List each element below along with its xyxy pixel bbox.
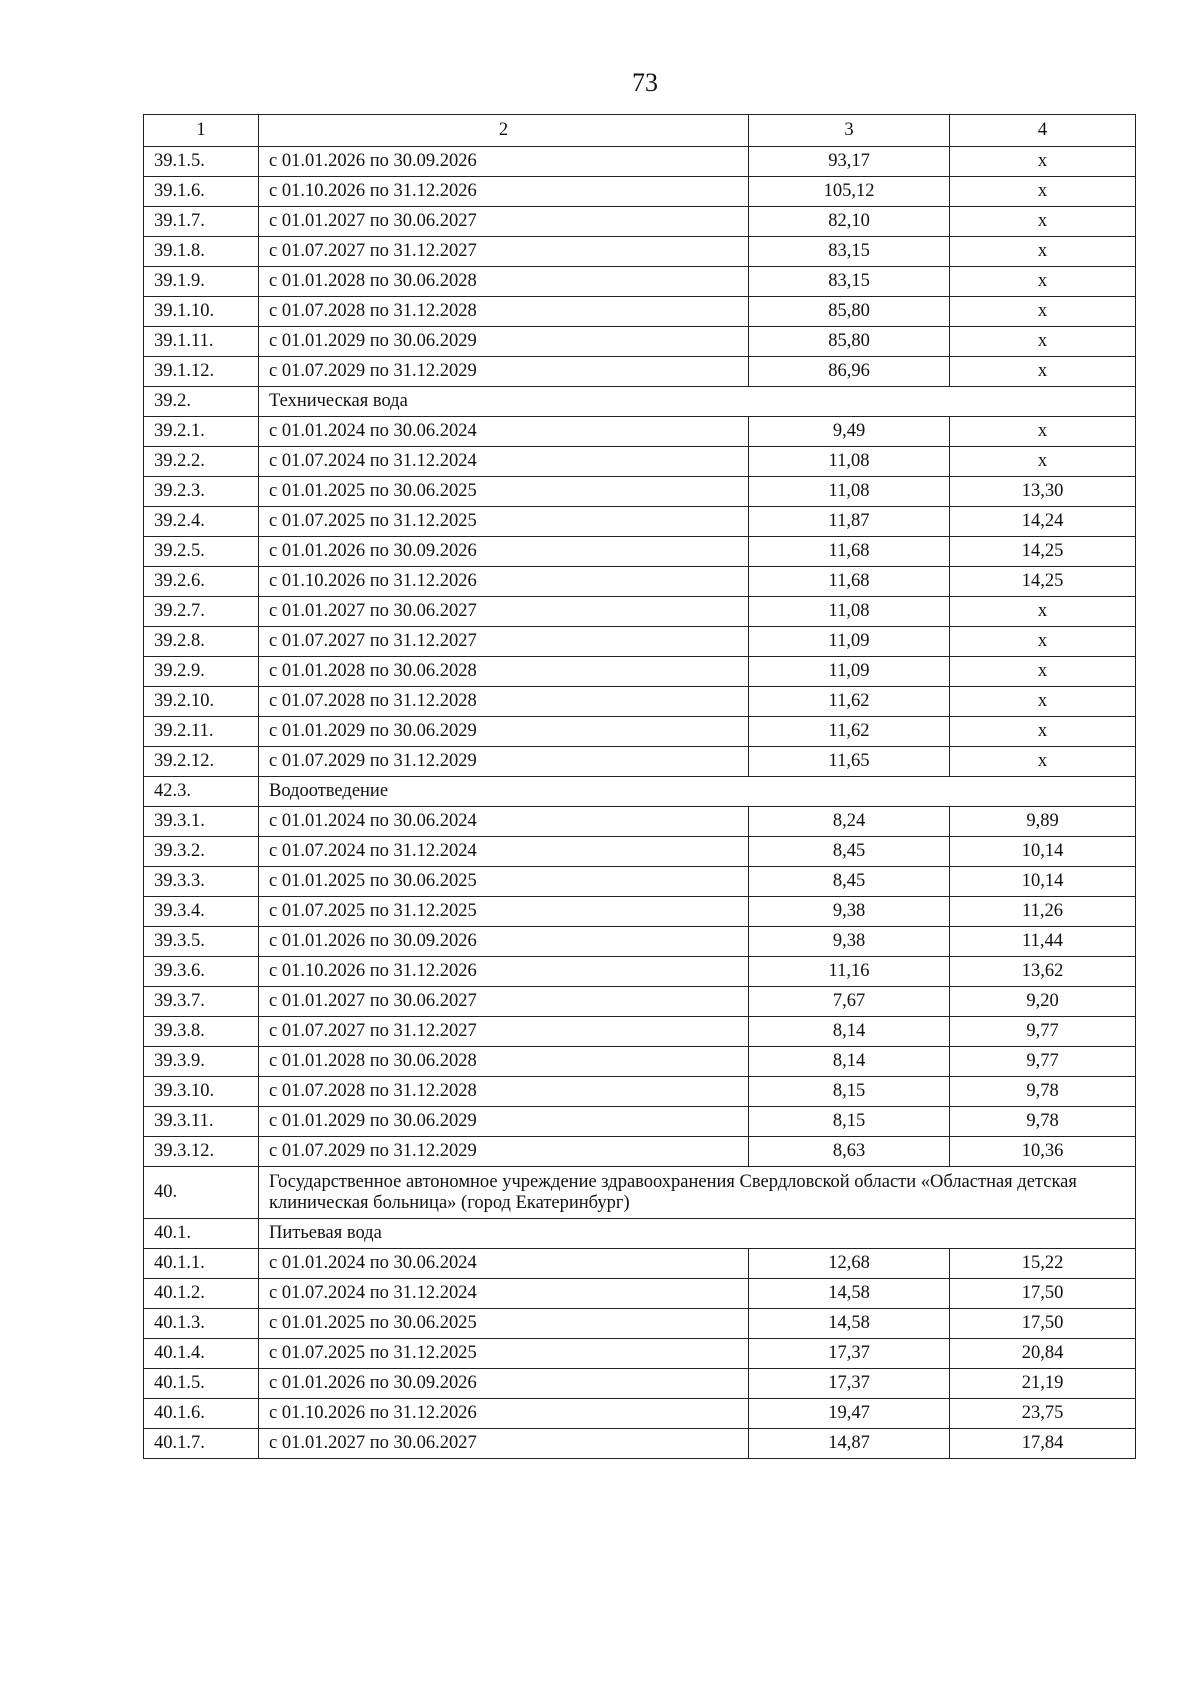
row-number: 40.1. xyxy=(144,1219,259,1249)
value-col4: х xyxy=(950,207,1136,237)
value-col3: 11,08 xyxy=(749,447,950,477)
table-row xyxy=(144,267,1136,297)
table-row xyxy=(144,177,1136,207)
value-col3: 11,08 xyxy=(749,477,950,507)
table-row xyxy=(144,237,1136,267)
value-col4: х xyxy=(950,417,1136,447)
row-number: 39.2.9. xyxy=(144,657,259,687)
value-col3: 11,08 xyxy=(749,597,950,627)
period-cell: с 01.01.2029 по 30.06.2029 xyxy=(259,327,749,357)
value-col3: 8,15 xyxy=(749,1107,950,1137)
value-col3: 83,15 xyxy=(749,237,950,267)
value-col4: х xyxy=(950,597,1136,627)
period-cell: с 01.01.2026 по 30.09.2026 xyxy=(259,1369,749,1399)
period-cell: с 01.01.2024 по 30.06.2024 xyxy=(259,417,749,447)
period-cell: с 01.07.2028 по 31.12.2028 xyxy=(259,1077,749,1107)
table-row xyxy=(144,927,1136,957)
table-row xyxy=(144,1137,1136,1167)
section-row xyxy=(144,387,1136,417)
table-row xyxy=(144,987,1136,1017)
row-number: 39.2.12. xyxy=(144,747,259,777)
value-col4: 10,14 xyxy=(950,837,1136,867)
value-col3: 8,15 xyxy=(749,1077,950,1107)
value-col4: х xyxy=(950,687,1136,717)
value-col4: 14,25 xyxy=(950,567,1136,597)
section-title: Техническая вода xyxy=(259,387,1136,417)
period-cell: с 01.07.2025 по 31.12.2025 xyxy=(259,1339,749,1369)
table-row xyxy=(144,1077,1136,1107)
row-number: 39.2.7. xyxy=(144,597,259,627)
period-cell: с 01.07.2024 по 31.12.2024 xyxy=(259,837,749,867)
value-col3: 14,87 xyxy=(749,1429,950,1459)
value-col4: 21,19 xyxy=(950,1369,1136,1399)
table-row xyxy=(144,1279,1136,1309)
table-row xyxy=(144,1017,1136,1047)
row-number: 39.1.5. xyxy=(144,147,259,177)
column-header-4: 4 xyxy=(950,115,1136,147)
value-col4: 10,14 xyxy=(950,867,1136,897)
table-row xyxy=(144,837,1136,867)
value-col3: 8,45 xyxy=(749,867,950,897)
period-cell: с 01.07.2025 по 31.12.2025 xyxy=(259,897,749,927)
value-col3: 85,80 xyxy=(749,327,950,357)
period-cell: с 01.01.2024 по 30.06.2024 xyxy=(259,807,749,837)
table-row xyxy=(144,657,1136,687)
value-col4: х xyxy=(950,747,1136,777)
row-number: 40.1.4. xyxy=(144,1339,259,1369)
value-col4: 14,24 xyxy=(950,507,1136,537)
value-col4: х xyxy=(950,447,1136,477)
value-col4: 9,77 xyxy=(950,1017,1136,1047)
period-cell: с 01.10.2026 по 31.12.2026 xyxy=(259,1399,749,1429)
value-col3: 8,14 xyxy=(749,1047,950,1077)
row-number: 40.1.3. xyxy=(144,1309,259,1339)
value-col3: 11,65 xyxy=(749,747,950,777)
value-col4: 14,25 xyxy=(950,537,1136,567)
row-number: 39.2. xyxy=(144,387,259,417)
value-col4: 11,44 xyxy=(950,927,1136,957)
table-row xyxy=(144,897,1136,927)
table-header-row xyxy=(144,115,1136,147)
row-number: 39.3.1. xyxy=(144,807,259,837)
period-cell: с 01.01.2024 по 30.06.2024 xyxy=(259,1249,749,1279)
row-number: 40.1.2. xyxy=(144,1279,259,1309)
value-col3: 12,68 xyxy=(749,1249,950,1279)
period-cell: с 01.01.2025 по 30.06.2025 xyxy=(259,867,749,897)
value-col3: 11,16 xyxy=(749,957,950,987)
value-col4: х xyxy=(950,327,1136,357)
table-row xyxy=(144,1399,1136,1429)
period-cell: с 01.07.2029 по 31.12.2029 xyxy=(259,747,749,777)
table-row xyxy=(144,357,1136,387)
value-col4: 9,77 xyxy=(950,1047,1136,1077)
period-cell: с 01.01.2028 по 30.06.2028 xyxy=(259,267,749,297)
row-number: 39.2.10. xyxy=(144,687,259,717)
value-col3: 11,62 xyxy=(749,687,950,717)
row-number: 39.3.7. xyxy=(144,987,259,1017)
table-row xyxy=(144,687,1136,717)
period-cell: с 01.10.2026 по 31.12.2026 xyxy=(259,177,749,207)
value-col4: х xyxy=(950,717,1136,747)
value-col3: 8,14 xyxy=(749,1017,950,1047)
value-col4: 20,84 xyxy=(950,1339,1136,1369)
row-number: 39.2.5. xyxy=(144,537,259,567)
value-col4: 13,30 xyxy=(950,477,1136,507)
row-number: 39.3.4. xyxy=(144,897,259,927)
table-row xyxy=(144,1107,1136,1137)
section-row xyxy=(144,777,1136,807)
table-row xyxy=(144,1249,1136,1279)
row-number: 40. xyxy=(144,1167,259,1219)
value-col3: 85,80 xyxy=(749,297,950,327)
table-row xyxy=(144,1339,1136,1369)
value-col4: х xyxy=(950,237,1136,267)
table-row xyxy=(144,747,1136,777)
table-row xyxy=(144,207,1136,237)
value-col3: 82,10 xyxy=(749,207,950,237)
value-col3: 11,68 xyxy=(749,567,950,597)
row-number: 39.3.2. xyxy=(144,837,259,867)
column-header-1: 1 xyxy=(144,115,259,147)
period-cell: с 01.01.2027 по 30.06.2027 xyxy=(259,207,749,237)
value-col4: 17,50 xyxy=(950,1309,1136,1339)
value-col4: х xyxy=(950,627,1136,657)
period-cell: с 01.07.2027 по 31.12.2027 xyxy=(259,1017,749,1047)
value-col4: 11,26 xyxy=(950,897,1136,927)
value-col4: 15,22 xyxy=(950,1249,1136,1279)
row-number: 39.1.9. xyxy=(144,267,259,297)
period-cell: с 01.01.2029 по 30.06.2029 xyxy=(259,717,749,747)
section-title: Государственное автономное учреждение здравоохранения Свердловской области «Областная детская клиническая больница» (город Екатеринбург) xyxy=(259,1167,1136,1219)
row-number: 40.1.7. xyxy=(144,1429,259,1459)
value-col3: 17,37 xyxy=(749,1339,950,1369)
period-cell: с 01.07.2027 по 31.12.2027 xyxy=(259,627,749,657)
value-col4: 10,36 xyxy=(950,1137,1136,1167)
column-header-3: 3 xyxy=(749,115,950,147)
row-number: 39.3.9. xyxy=(144,1047,259,1077)
value-col4: 23,75 xyxy=(950,1399,1136,1429)
table-row xyxy=(144,1309,1136,1339)
value-col4: х xyxy=(950,177,1136,207)
value-col4: х xyxy=(950,267,1136,297)
table-row xyxy=(144,717,1136,747)
value-col4: х xyxy=(950,357,1136,387)
row-number: 39.3.5. xyxy=(144,927,259,957)
value-col4: х xyxy=(950,147,1136,177)
value-col4: 17,50 xyxy=(950,1279,1136,1309)
row-number: 42.3. xyxy=(144,777,259,807)
period-cell: с 01.07.2024 по 31.12.2024 xyxy=(259,1279,749,1309)
period-cell: с 01.01.2027 по 30.06.2027 xyxy=(259,1429,749,1459)
period-cell: с 01.01.2027 по 30.06.2027 xyxy=(259,597,749,627)
value-col4: 13,62 xyxy=(950,957,1136,987)
period-cell: с 01.07.2027 по 31.12.2027 xyxy=(259,237,749,267)
period-cell: с 01.07.2025 по 31.12.2025 xyxy=(259,507,749,537)
row-number: 39.2.1. xyxy=(144,417,259,447)
period-cell: с 01.01.2025 по 30.06.2025 xyxy=(259,477,749,507)
period-cell: с 01.10.2026 по 31.12.2026 xyxy=(259,567,749,597)
table-row xyxy=(144,1369,1136,1399)
row-number: 39.3.10. xyxy=(144,1077,259,1107)
table-row xyxy=(144,447,1136,477)
period-cell: с 01.07.2028 по 31.12.2028 xyxy=(259,687,749,717)
column-header-2: 2 xyxy=(259,115,749,147)
value-col3: 14,58 xyxy=(749,1309,950,1339)
table-row xyxy=(144,1047,1136,1077)
table-row xyxy=(144,597,1136,627)
row-number: 39.1.10. xyxy=(144,297,259,327)
row-number: 40.1.1. xyxy=(144,1249,259,1279)
value-col3: 8,24 xyxy=(749,807,950,837)
row-number: 39.1.6. xyxy=(144,177,259,207)
value-col3: 93,17 xyxy=(749,147,950,177)
row-number: 39.3.11. xyxy=(144,1107,259,1137)
period-cell: с 01.01.2028 по 30.06.2028 xyxy=(259,1047,749,1077)
value-col4: х xyxy=(950,297,1136,327)
period-cell: с 01.07.2024 по 31.12.2024 xyxy=(259,447,749,477)
period-cell: с 01.07.2029 по 31.12.2029 xyxy=(259,1137,749,1167)
table-row xyxy=(144,957,1136,987)
period-cell: с 01.07.2029 по 31.12.2029 xyxy=(259,357,749,387)
section-row xyxy=(144,1167,1136,1219)
value-col3: 11,09 xyxy=(749,627,950,657)
table-row xyxy=(144,327,1136,357)
table-row xyxy=(144,537,1136,567)
row-number: 39.2.11. xyxy=(144,717,259,747)
value-col3: 11,68 xyxy=(749,537,950,567)
row-number: 39.1.11. xyxy=(144,327,259,357)
value-col3: 83,15 xyxy=(749,267,950,297)
table-row xyxy=(144,1429,1136,1459)
table-row xyxy=(144,417,1136,447)
period-cell: с 01.01.2027 по 30.06.2027 xyxy=(259,987,749,1017)
table-row xyxy=(144,627,1136,657)
value-col3: 7,67 xyxy=(749,987,950,1017)
value-col4: 9,89 xyxy=(950,807,1136,837)
period-cell: с 01.01.2025 по 30.06.2025 xyxy=(259,1309,749,1339)
value-col4: 9,78 xyxy=(950,1077,1136,1107)
row-number: 39.1.12. xyxy=(144,357,259,387)
row-number: 39.3.12. xyxy=(144,1137,259,1167)
table-row xyxy=(144,507,1136,537)
table-body xyxy=(144,115,1136,1459)
value-col4: 17,84 xyxy=(950,1429,1136,1459)
value-col3: 11,87 xyxy=(749,507,950,537)
period-cell: с 01.01.2026 по 30.09.2026 xyxy=(259,147,749,177)
value-col3: 9,49 xyxy=(749,417,950,447)
row-number: 39.3.8. xyxy=(144,1017,259,1047)
value-col3: 86,96 xyxy=(749,357,950,387)
table-row xyxy=(144,807,1136,837)
section-title: Питьевая вода xyxy=(259,1219,1136,1249)
table-row xyxy=(144,567,1136,597)
period-cell: с 01.10.2026 по 31.12.2026 xyxy=(259,957,749,987)
period-cell: с 01.07.2028 по 31.12.2028 xyxy=(259,297,749,327)
tariff-table xyxy=(143,114,1136,1459)
value-col3: 9,38 xyxy=(749,897,950,927)
table-row xyxy=(144,867,1136,897)
value-col3: 19,47 xyxy=(749,1399,950,1429)
value-col3: 9,38 xyxy=(749,927,950,957)
period-cell: с 01.01.2029 по 30.06.2029 xyxy=(259,1107,749,1137)
table-row xyxy=(144,297,1136,327)
value-col4: х xyxy=(950,657,1136,687)
row-number: 39.1.7. xyxy=(144,207,259,237)
value-col3: 8,45 xyxy=(749,837,950,867)
row-number: 39.2.4. xyxy=(144,507,259,537)
row-number: 39.2.6. xyxy=(144,567,259,597)
period-cell: с 01.01.2028 по 30.06.2028 xyxy=(259,657,749,687)
row-number: 39.3.6. xyxy=(144,957,259,987)
value-col3: 8,63 xyxy=(749,1137,950,1167)
row-number: 39.2.2. xyxy=(144,447,259,477)
value-col3: 11,09 xyxy=(749,657,950,687)
value-col3: 14,58 xyxy=(749,1279,950,1309)
value-col3: 105,12 xyxy=(749,177,950,207)
period-cell: с 01.01.2026 по 30.09.2026 xyxy=(259,537,749,567)
table-row xyxy=(144,147,1136,177)
row-number: 39.3.3. xyxy=(144,867,259,897)
value-col3: 11,62 xyxy=(749,717,950,747)
row-number: 40.1.5. xyxy=(144,1369,259,1399)
value-col3: 17,37 xyxy=(749,1369,950,1399)
row-number: 39.2.3. xyxy=(144,477,259,507)
table-row xyxy=(144,477,1136,507)
value-col4: 9,20 xyxy=(950,987,1136,1017)
row-number: 40.1.6. xyxy=(144,1399,259,1429)
section-title: Водоотведение xyxy=(259,777,1136,807)
section-row xyxy=(144,1219,1136,1249)
value-col4: 9,78 xyxy=(950,1107,1136,1137)
period-cell: с 01.01.2026 по 30.09.2026 xyxy=(259,927,749,957)
row-number: 39.1.8. xyxy=(144,237,259,267)
row-number: 39.2.8. xyxy=(144,627,259,657)
page-number: 73 xyxy=(632,68,658,97)
